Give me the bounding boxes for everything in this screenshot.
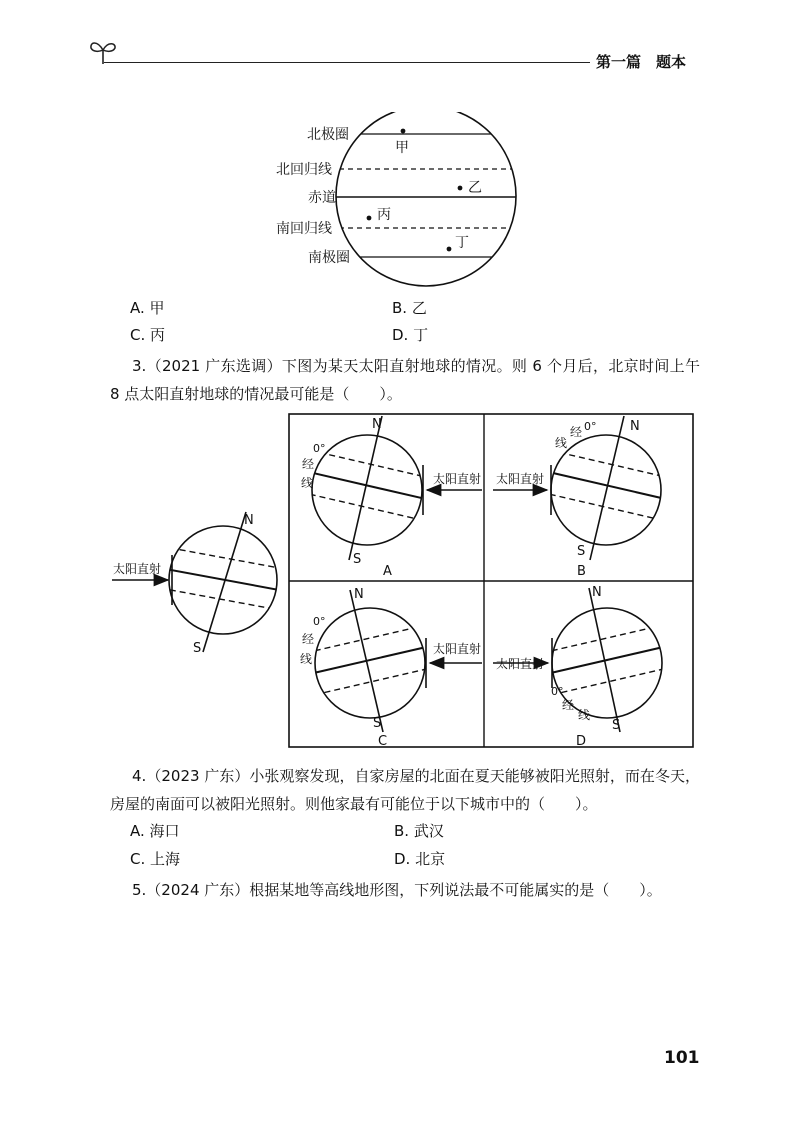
q2-option-d[interactable]: D. 丁 [392,326,429,344]
label-antarctic: 南极圈 [308,250,350,266]
label-yi: 乙 [468,180,482,196]
panel-b-letter: B [577,564,586,579]
latitude-diagram [270,112,520,296]
panel-d-south: S [612,718,621,733]
panel-b-sun-label: 太阳直射 [496,472,545,486]
header-section-title: 第一篇 题本 [596,53,687,71]
panel-b-meridian-c1: 经 [570,425,583,439]
panel-d-meridian-c1: 经 [562,698,575,712]
panel-c-globe [305,590,482,732]
label-ding: 丁 [455,235,469,251]
panel-a-south: S [353,552,362,567]
panel-a-meridian-c2: 线 [301,476,314,490]
point-jia [401,129,406,134]
header-rule [104,62,590,63]
point-bing [367,216,372,221]
ref-south: S [193,641,202,656]
page-number: 101 [664,1048,700,1068]
panel-b-north: N [630,419,640,434]
panel-d-meridian-c2: 线 [578,708,591,722]
panel-d-meridian-deg: 0° [551,685,564,698]
q2-option-a[interactable]: A. 甲 [130,299,165,317]
panel-c-meridian-deg: 0° [313,615,326,628]
panel-a-globe [300,416,482,560]
panel-c-south: S [373,716,382,731]
panel-c-sun-label: 太阳直射 [433,642,482,656]
globe-outline [336,112,516,286]
panel-c-letter: C [378,734,388,749]
q5-question: 5.（2024 广东）根据某地等高线地形图，下列说法最不可能属实的是（ ）。 [132,881,662,899]
panel-c-meridian-c2: 线 [300,652,313,666]
reference-globe [112,512,290,652]
panel-a-meridian-deg: 0° [313,442,326,455]
panel-b-meridian-deg: 0° [584,420,597,433]
q2-option-c[interactable]: C. 丙 [130,326,166,344]
q4-option-a[interactable]: A. 海口 [130,822,180,840]
label-jia: 甲 [395,140,409,156]
panel-a-meridian-c1: 经 [302,457,315,471]
panel-b-meridian-c2: 线 [555,436,568,450]
panel-d-sun-label: 太阳直射 [496,657,545,671]
panel-a-sun-label: 太阳直射 [433,472,482,486]
ref-north: N [244,513,254,528]
q3-question: 3.（2021 广东选调）下图为某天太阳直射地球的情况。则 6 个月后，北京时间上午 8 点太阳直射地球的情况最可能是（ ）。 [110,357,700,403]
panel-c-north: N [354,587,364,602]
sun-ray-diagram [105,410,705,755]
label-arctic: 北极圈 [307,127,349,143]
q4-option-c[interactable]: C. 上海 [130,850,181,868]
label-cancer: 北回归线 [276,162,332,178]
panel-d-letter: D [576,734,587,749]
label-bing: 丙 [377,207,391,223]
ref-sun-label: 太阳直射 [113,562,162,576]
label-capricorn: 南回归线 [276,221,332,237]
panel-d-north: N [592,585,602,600]
q4-question: 4.（2023 广东）小张观察发现，自家房屋的北面在夏天能够被阳光照射，而在冬天，房屋的南面可以被阳光照射。则他家最有可能位于以下城市中的（ ）。 [110,767,700,813]
panel-c-meridian-c1: 经 [302,632,315,646]
panel-b-south: S [577,544,586,559]
panel-a-north: N [372,417,382,432]
panel-a-letter: A [383,564,392,579]
q4-option-d[interactable]: D. 北京 [394,850,446,868]
q4-option-b[interactable]: B. 武汉 [394,822,444,840]
point-yi [458,186,463,191]
point-ding [447,247,452,252]
label-equator: 赤道 [308,190,336,206]
q2-option-b[interactable]: B. 乙 [392,299,427,317]
